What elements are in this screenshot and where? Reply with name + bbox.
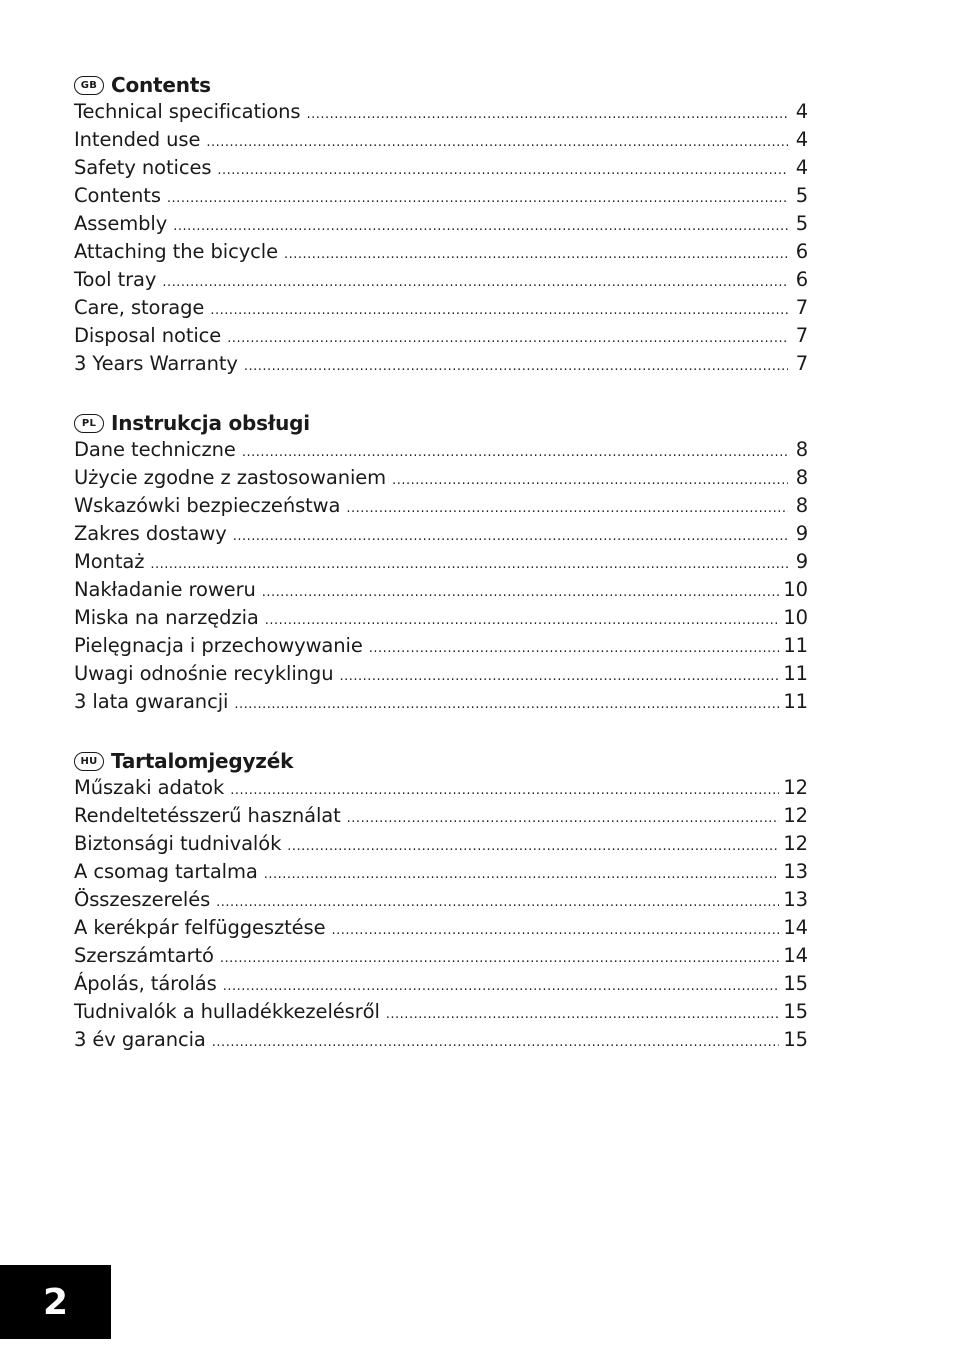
- toc-entry-label: 3 Years Warranty: [74, 352, 238, 375]
- toc-entry-label: A kerékpár felfüggesztése: [74, 916, 326, 939]
- toc-entry-label: Safety notices: [74, 156, 212, 179]
- table-of-contents: [74, 70, 808, 1084]
- toc-entry-page: 4: [795, 128, 808, 151]
- toc-entry[interactable]: [74, 606, 808, 634]
- toc-entry-page: 5: [795, 184, 808, 207]
- toc-section-gb: [74, 70, 808, 380]
- toc-entry-page: 15: [783, 1000, 808, 1023]
- toc-entry-page: 7: [795, 324, 808, 347]
- toc-entry-label: Szerszámtartó: [74, 944, 214, 967]
- dot-leader: [284, 247, 788, 262]
- toc-entry-label: Care, storage: [74, 296, 205, 319]
- toc-entry[interactable]: [74, 522, 808, 550]
- section-heading: [74, 746, 808, 776]
- dot-leader: [162, 275, 788, 290]
- toc-entry-page: 10: [783, 606, 808, 629]
- toc-entry[interactable]: [74, 888, 808, 916]
- toc-entry-label: Ápolás, tárolás: [74, 972, 217, 995]
- dot-leader: [339, 669, 779, 684]
- dot-leader: [167, 191, 788, 206]
- dot-leader: [242, 445, 788, 460]
- section-title: Tartalomjegyzék: [111, 749, 294, 773]
- toc-entry-label: Miska na narzędzia: [74, 606, 259, 629]
- toc-entry[interactable]: [74, 578, 808, 606]
- toc-entry-label: Rendeltetésszerű használat: [74, 804, 341, 827]
- dot-leader: [234, 697, 779, 712]
- toc-entry-label: Tudnivalók a hulladékkezelésről: [74, 1000, 380, 1023]
- toc-entry-page: 9: [795, 522, 808, 545]
- toc-entry[interactable]: [74, 466, 808, 494]
- toc-entry[interactable]: [74, 438, 808, 466]
- toc-entry-page: 12: [783, 804, 808, 827]
- toc-section-pl: [74, 408, 808, 718]
- toc-entry[interactable]: [74, 156, 808, 184]
- toc-entry-label: Contents: [74, 184, 161, 207]
- toc-entry[interactable]: [74, 550, 808, 578]
- toc-entry-page: 13: [783, 888, 808, 911]
- toc-entry[interactable]: [74, 212, 808, 240]
- toc-entry[interactable]: [74, 944, 808, 972]
- dot-leader: [265, 613, 780, 628]
- toc-entry-label: 3 év garancia: [74, 1028, 206, 1051]
- toc-entry-page: 8: [795, 466, 808, 489]
- toc-section-hu: [74, 746, 808, 1056]
- toc-entry[interactable]: [74, 776, 808, 804]
- toc-entry-page: 14: [783, 916, 808, 939]
- dot-leader: [223, 979, 780, 994]
- toc-entry-page: 13: [783, 860, 808, 883]
- section-heading: [74, 70, 808, 100]
- toc-entry-page: 11: [783, 690, 808, 713]
- toc-entry[interactable]: [74, 832, 808, 860]
- section-title: Contents: [111, 73, 211, 97]
- toc-entry-page: 12: [783, 776, 808, 799]
- toc-entry-label: Uwagi odnośnie recyklingu: [74, 662, 334, 685]
- section-heading: [74, 408, 808, 438]
- toc-entry-label: Assembly: [74, 212, 168, 235]
- dot-leader: [210, 303, 788, 318]
- dot-leader: [230, 783, 779, 798]
- dot-leader: [347, 811, 780, 826]
- toc-entry[interactable]: [74, 296, 808, 324]
- toc-entry-page: 7: [795, 296, 808, 319]
- toc-entry-label: Montaż: [74, 550, 145, 573]
- dot-leader: [332, 923, 780, 938]
- toc-entry-label: Pielęgnacja i przechowywanie: [74, 634, 363, 657]
- toc-entry-label: Biztonsági tudnivalók: [74, 832, 282, 855]
- toc-entry-page: 10: [783, 578, 808, 601]
- toc-entry[interactable]: [74, 690, 808, 718]
- toc-entry-page: 7: [795, 352, 808, 375]
- toc-entry-page: 11: [783, 634, 808, 657]
- toc-entry[interactable]: [74, 184, 808, 212]
- toc-entry-label: Dane techniczne: [74, 438, 236, 461]
- dot-leader: [264, 867, 780, 882]
- toc-entry-page: 4: [795, 100, 808, 123]
- toc-entry[interactable]: [74, 268, 808, 296]
- toc-entry[interactable]: [74, 128, 808, 156]
- language-badge-icon: HU: [74, 752, 104, 771]
- section-title: Instrukcja obsługi: [111, 411, 310, 435]
- toc-entry[interactable]: [74, 860, 808, 888]
- toc-entry[interactable]: [74, 634, 808, 662]
- toc-entry[interactable]: [74, 324, 808, 352]
- dot-leader: [346, 501, 788, 516]
- toc-entry-label: Nakładanie roweru: [74, 578, 256, 601]
- toc-entry-label: A csomag tartalma: [74, 860, 258, 883]
- dot-leader: [244, 359, 788, 374]
- dot-leader: [306, 107, 788, 122]
- toc-entry[interactable]: [74, 916, 808, 944]
- toc-entry[interactable]: [74, 972, 808, 1000]
- toc-entry-page: 11: [783, 662, 808, 685]
- toc-entry-page: 6: [795, 268, 808, 291]
- dot-leader: [233, 529, 788, 544]
- toc-entry[interactable]: [74, 240, 808, 268]
- dot-leader: [220, 951, 780, 966]
- toc-entry[interactable]: [74, 494, 808, 522]
- toc-entry[interactable]: [74, 352, 808, 380]
- toc-entry-page: 15: [783, 1028, 808, 1051]
- toc-entry-label: Technical specifications: [74, 100, 301, 123]
- toc-entry[interactable]: [74, 1028, 808, 1056]
- toc-entry-label: Wskazówki bezpieczeństwa: [74, 494, 341, 517]
- toc-entry-page: 6: [795, 240, 808, 263]
- toc-entry-page: 8: [795, 494, 808, 517]
- toc-entry-page: 14: [783, 944, 808, 967]
- toc-entry-label: Összeszerelés: [74, 888, 211, 911]
- dot-leader: [262, 585, 780, 600]
- toc-entry[interactable]: [74, 1000, 808, 1028]
- toc-entry-page: 9: [795, 550, 808, 573]
- page-number-badge: [0, 1265, 111, 1339]
- dot-leader: [173, 219, 788, 234]
- toc-entry-label: Műszaki adatok: [74, 776, 225, 799]
- dot-leader: [392, 473, 788, 488]
- dot-leader: [212, 1035, 780, 1050]
- dot-leader: [217, 163, 788, 178]
- toc-entry-page: 5: [795, 212, 808, 235]
- dot-leader: [287, 839, 779, 854]
- dot-leader: [206, 135, 788, 150]
- toc-entry-page: 12: [783, 832, 808, 855]
- dot-leader: [386, 1007, 780, 1022]
- language-badge-icon: GB: [74, 76, 104, 95]
- toc-entry-label: Intended use: [74, 128, 201, 151]
- dot-leader: [150, 557, 788, 572]
- toc-entry-page: 4: [795, 156, 808, 179]
- page-number: 2: [42, 1281, 69, 1323]
- toc-entry-label: 3 lata gwarancji: [74, 690, 229, 713]
- toc-entry-page: 8: [795, 438, 808, 461]
- dot-leader: [227, 331, 788, 346]
- toc-entry-label: Zakres dostawy: [74, 522, 227, 545]
- toc-entry[interactable]: [74, 662, 808, 690]
- toc-entry[interactable]: [74, 804, 808, 832]
- toc-entry-label: Attaching the bicycle: [74, 240, 278, 263]
- dot-leader: [216, 895, 779, 910]
- dot-leader: [369, 641, 780, 656]
- toc-entry-label: Użycie zgodne z zastosowaniem: [74, 466, 387, 489]
- toc-entry-label: Disposal notice: [74, 324, 222, 347]
- toc-entry[interactable]: [74, 100, 808, 128]
- language-badge-icon: PL: [74, 414, 104, 433]
- toc-entry-label: Tool tray: [74, 268, 157, 291]
- toc-entry-page: 15: [783, 972, 808, 995]
